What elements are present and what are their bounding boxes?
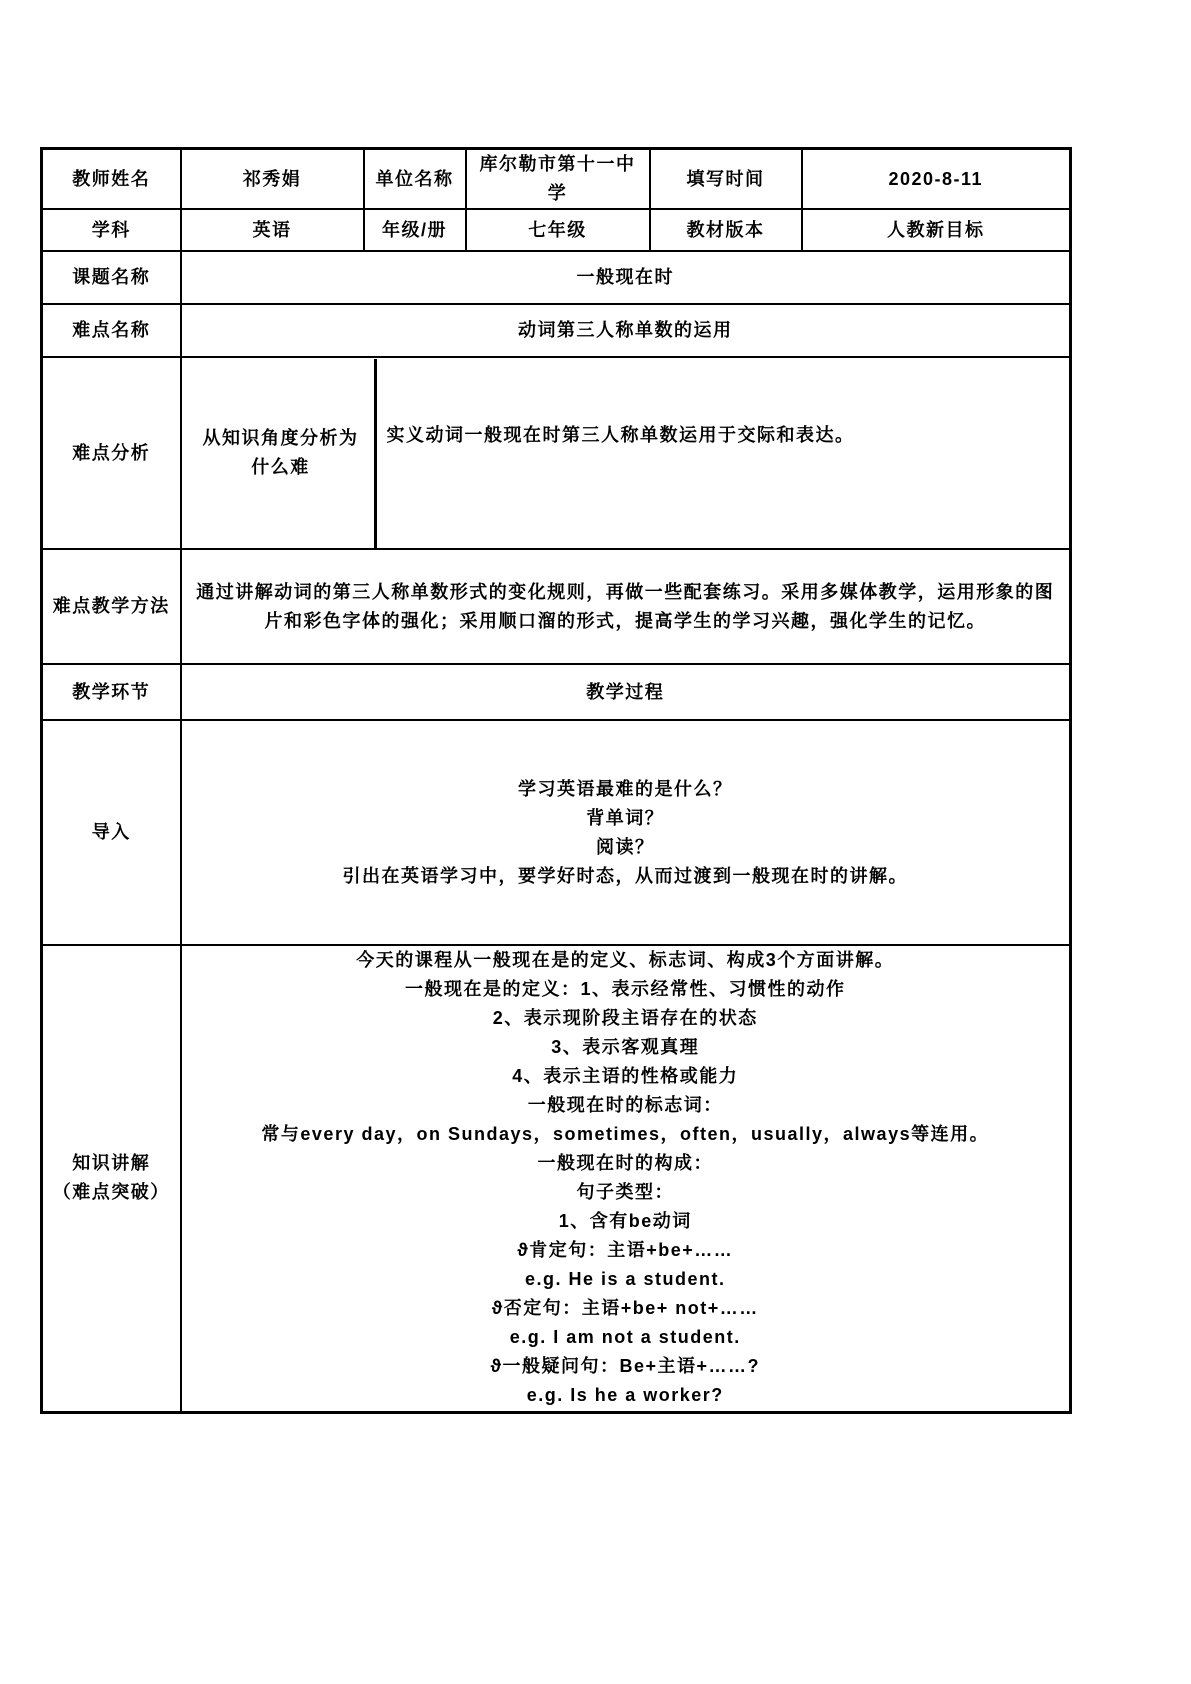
analysis-value: 实义动词一般现在时第三人称单数运用于交际和表达。 [386, 424, 855, 445]
textbook-label: 教材版本 [650, 209, 802, 251]
unit-name-value: 库尔勒市第十一中学 [466, 149, 650, 210]
explanation-line: 常与every day，on Sundays，sometimes，often，usually，always等连用。 [261, 1124, 990, 1145]
explanation-line: 一般现在时的标志词： [527, 1095, 723, 1116]
intro-line: 学习英语最难的是什么？ [518, 778, 733, 799]
unit-name-label: 单位名称 [364, 149, 466, 210]
teacher-name-value: 祁秀娟 [181, 149, 364, 210]
analysis-split [188, 359, 1064, 548]
row-intro [42, 720, 1071, 945]
row-teacher-info [42, 149, 1071, 210]
subject-label: 学科 [42, 209, 181, 251]
row-method [42, 549, 1071, 664]
explanation-line: 2、表示现阶段主语存在的状态 [492, 1008, 758, 1029]
process-value-label: 教学过程 [181, 664, 1071, 720]
row-analysis [42, 357, 1071, 549]
explanation-line: 一般现在是的定义：1、表示经常性、习惯性的动作 [404, 979, 846, 1000]
intro-line: 引出在英语学习中，要学好时态，从而过渡到一般现在时的讲解。 [342, 865, 908, 886]
explanation-label-line1: 知识讲解 [72, 1153, 151, 1174]
fill-time-label: 填写时间 [650, 149, 802, 210]
intro-label: 导入 [42, 720, 181, 945]
difficulty-value: 动词第三人称单数的运用 [181, 304, 1071, 357]
grade-label: 年级/册 [364, 209, 466, 251]
explanation-line: 4、表示主语的性格或能力 [512, 1066, 739, 1087]
explanation-label [42, 945, 181, 1412]
method-value: 通过讲解动词的第三人称单数形式的变化规则，再做一些配套练习。采用多媒体教学，运用形象的图片和彩色字体的强化；采用顺口溜的形式，提高学生的学习兴趣，强化学生的记忆。 [181, 549, 1071, 664]
intro-line: 背单词？ [586, 807, 665, 828]
fill-time-value: 2020-8-11 [802, 149, 1071, 210]
explanation-line: 句子类型： [576, 1182, 674, 1203]
row-subject-info [42, 209, 1071, 251]
intro-line: 阅读？ [596, 836, 655, 857]
analysis-sub-label: 从知识角度分析为什么难 [188, 359, 377, 548]
explanation-line: 3、表示客观真理 [551, 1037, 700, 1058]
intro-content [181, 720, 1071, 945]
explanation-line: ϑ肯定句：主语+be+…… [517, 1240, 734, 1261]
explanation-line: 今天的课程从一般现在是的定义、标志词、构成3个方面讲解。 [356, 950, 895, 971]
row-difficulty [42, 304, 1071, 357]
row-topic [42, 251, 1071, 304]
difficulty-label: 难点名称 [42, 304, 181, 357]
process-stage-label: 教学环节 [42, 664, 181, 720]
analysis-label: 难点分析 [42, 357, 181, 549]
explanation-line: 一般现在时的构成： [537, 1153, 713, 1174]
explanation-line: e.g. He is a student. [524, 1269, 726, 1290]
subject-value: 英语 [181, 209, 364, 251]
explanation-line: e.g. Is he a worker? [526, 1385, 724, 1406]
method-label: 难点教学方法 [42, 549, 181, 664]
lesson-plan-table [40, 147, 1072, 1414]
grade-value: 七年级 [466, 209, 650, 251]
explanation-line: ϑ否定句：主语+be+ not+…… [491, 1298, 759, 1319]
row-explanation [42, 945, 1071, 1412]
explanation-line: ϑ一般疑问句：Be+主语+……? [490, 1356, 760, 1377]
textbook-value: 人教新目标 [802, 209, 1071, 251]
explanation-line: e.g. I am not a student. [509, 1327, 741, 1348]
explanation-label-line2: （难点突破） [52, 1182, 170, 1203]
explanation-content [181, 945, 1071, 1412]
analysis-cell [181, 357, 1071, 549]
topic-label: 课题名称 [42, 251, 181, 304]
teacher-name-label: 教师姓名 [42, 149, 181, 210]
explanation-line: 1、含有be动词 [558, 1211, 692, 1232]
topic-value: 一般现在时 [181, 251, 1071, 304]
row-process-header [42, 664, 1071, 720]
